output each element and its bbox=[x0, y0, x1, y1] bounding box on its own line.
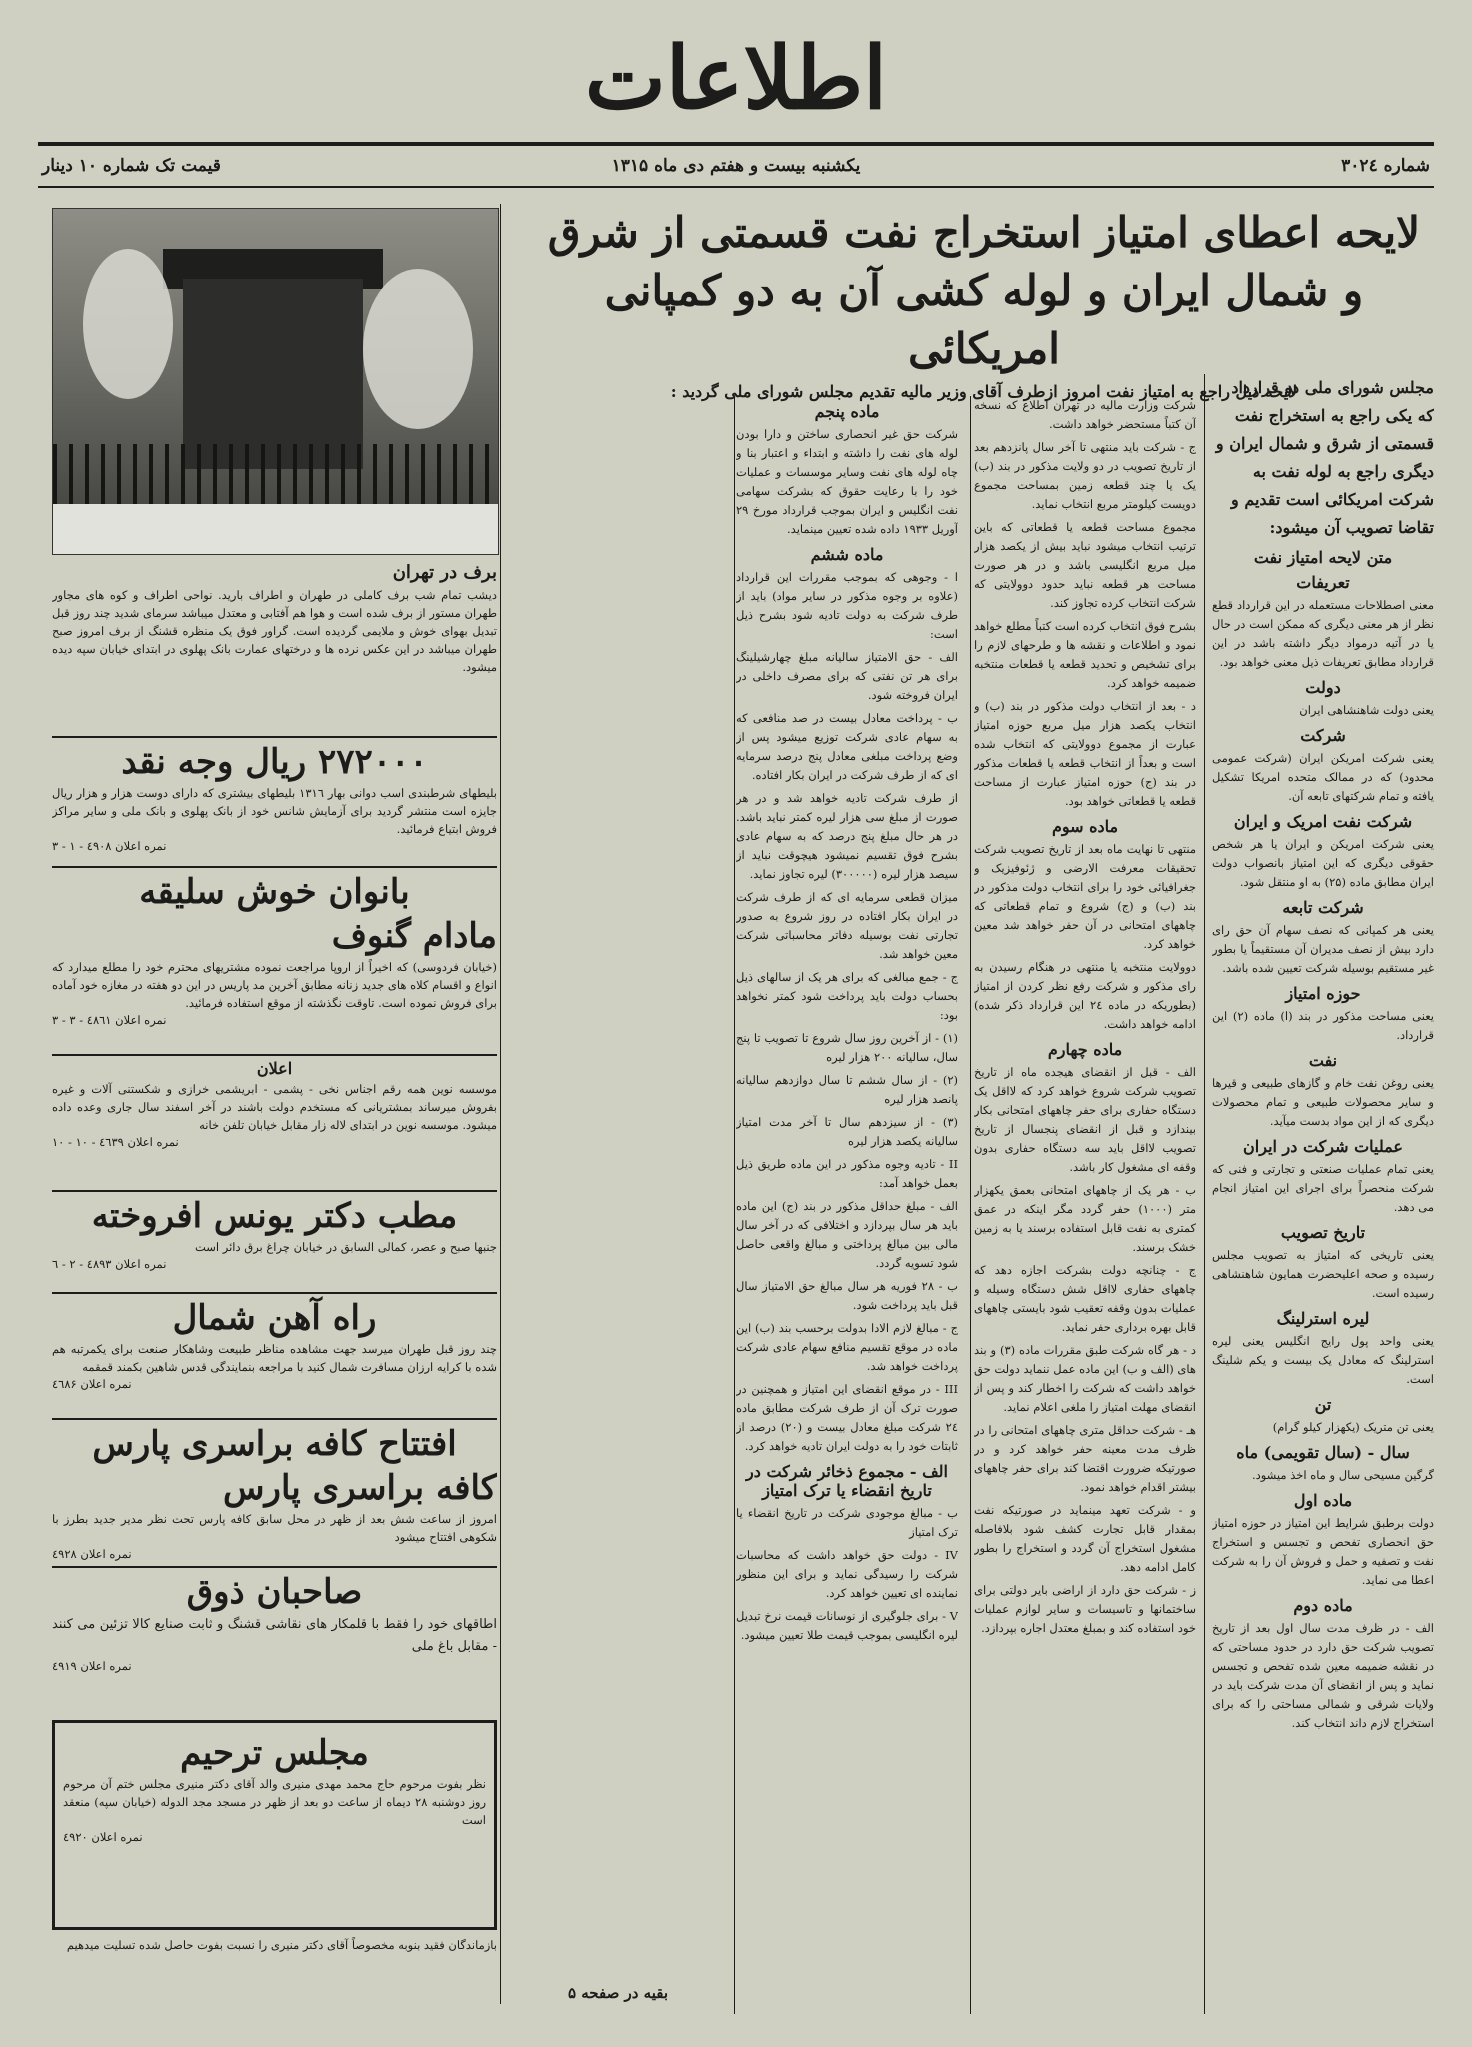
heading-article-6: ماده ششم bbox=[810, 545, 884, 564]
paragraph: مجموع مساحت قطعه یا قطعاتی که باین ترتیب انتخاب میشود نباید بیش از یکصد هزار میل مربع انگلیسی باشد و در هر صورت مساحت هر قطعه نباید حدود دوولایتی که شرکت انتخاب کرده تجاوز کند. bbox=[974, 520, 1196, 610]
intro-text: مجلس شورای ملی دو قرارداد که یکی راجع به استخراج نفت قسمتی از شرق و شمال ایران و دیگری راجع به لوله نفت به شرکت امریکائی است تقدیم و تقاضا تصویب آن میشود: bbox=[1215, 378, 1434, 537]
divider bbox=[52, 1566, 497, 1568]
ad-number: نمره اعلان ٤٩٠۸ - ۱ - ۳ bbox=[52, 839, 167, 853]
ad-notice-text: موسسه نوین همه رقم اجناس نخی - پشمی - ابریشمی خرازی و شکستنی آلات و غیره بفروش میرساند بمشتریانی که مستخدم دولت باشند در آخر اسفند سال جاری وعده داده میشود. موسسه نوین در ابتدای لاله زار مقابل خیابان تلفن خانه bbox=[52, 1082, 497, 1132]
heading: دولت bbox=[1305, 678, 1341, 697]
ad-railway-title: راه آهن شمال bbox=[172, 1298, 377, 1338]
paragraph: و - شرکت تعهد مینماید در صورتیکه نفت بمقدار قابل تجارت کشف شود بلافاصله مشغول استخراج آن گردد و استخراج را بطور کامل ادامه دهد. bbox=[974, 1503, 1196, 1574]
heading-article-4: ماده چهارم bbox=[1047, 1040, 1123, 1059]
ad-cafe-title: افتتاح کافه براسری پارس bbox=[92, 1424, 457, 1464]
photo-fence bbox=[53, 444, 498, 504]
column-divider bbox=[500, 204, 501, 2004]
divider bbox=[52, 736, 497, 738]
paragraph: د - بعد از انتخاب دولت مذکور در بند (ب) و انتخاب یکصد هزار میل مربع حوزه امتیاز عبارت از مجموع دوولایتی که انتخاب شده است و بعداً از انتخاب قطعه یا قطعات مذکور در بند (ج) حوزه امتیاز عبارت از مساحت قطعه یا قطعاتی خواهد بود. bbox=[974, 699, 1196, 808]
masthead-rule-top bbox=[38, 142, 1434, 146]
article-column-2 bbox=[974, 396, 1196, 2014]
paragraph: (۱) - از آخرین روز سال شروع تا تصویب تا پنج سال، سالیانه ۲۰۰ هزار لیره bbox=[736, 1031, 958, 1064]
ad-number: نمره اعلان ٤۸۹۳ - ۲ - ٦ bbox=[52, 1257, 167, 1271]
paragraph: ب - ۲۸ فوریه هر سال مبالغ حق الامتیاز سال قبل باید پرداخت شود. bbox=[736, 1279, 958, 1312]
paragraph: ا - وجوهی که بموجب مقررات این قرارداد (علاوه بر وجوه مذکور در سایر مواد) باید از طرف شرکت به دولت تادیه شود بشرح ذیل است: bbox=[736, 570, 958, 641]
paragraph: یعنی روغن نفت خام و گازهای طبیعی و قیرها و سایر محصولات طبیعی و تمام محصولات دیگری که از این مواد بدست میآید. bbox=[1212, 1076, 1434, 1128]
paragraph: ز - شرکت حق دارد از اراضی بایر دولتی برای ساختمانها و تاسیسات و سایر لوازم عملیات خود استفاده کند و بمبلغ معتدل اجاره بپردازد. bbox=[974, 1583, 1196, 1635]
paragraph: یعنی مساحت مذکور در بند (ا) ماده (۲) این قرارداد. bbox=[1212, 1009, 1434, 1042]
masthead-rule-bottom bbox=[38, 186, 1434, 188]
headline-line-2: و شمال ایران و لوله کشی آن به دو کمپانی امریکائی bbox=[604, 266, 1364, 373]
paragraph: ج - جمع مبالغی که برای هر یک از سالهای ذیل بحساب دولت باید پرداخت شود کمتر نخواهد بود: bbox=[736, 970, 958, 1022]
headline-subtitle: لایحه ذیل راجع به امتیاز نفت امروز ازطرف آقای وزیر مالیه تقدیم مجلس شورای ملی گردید : bbox=[670, 382, 1298, 401]
continued-on-page: بقیه در صفحه ۵ bbox=[567, 1984, 669, 2002]
ad-number: نمره اعلان ٤٦۳۹ - ۱۰ - ۱۰ bbox=[52, 1135, 179, 1149]
paragraph: معنی اصطلاحات مستعمله در این قرارداد قطع نظر از هر معنی دیگری که ممکن است در حال یا در آتیه درمواد دیگر داشته باشد در این قرارداد مطابق تعریفات ذیل معنی خواهد بود. bbox=[1212, 598, 1434, 669]
ad-railway bbox=[52, 1296, 497, 1416]
masthead bbox=[38, 24, 1434, 134]
paragraph: یعنی شرکت امریکن ایران (شرکت عمومی محدود) که در ممالک متحده امریکا تشکیل یافته و تمام شرکتهای تابعه آن. bbox=[1212, 751, 1434, 803]
heading: تن bbox=[1314, 1395, 1332, 1414]
heading: الف - مجموع ذخائر شرکت در تاریخ انقضاء یا ترک امتیاز bbox=[746, 1462, 948, 1500]
ad-number: نمره اعلان ٤۹۲۰ bbox=[63, 1830, 143, 1844]
paragraph: یعنی تاریخی که امتیاز به تصویب مجلس رسیده و صحه اعلیحضرت همایون شاهنشاهی رسیده است. bbox=[1212, 1248, 1434, 1300]
paragraph: ب - پرداخت معادل بیست در صد منافعی که به سهام عادی شرکت توزیع میشود پس از وضع پرداخت مبلغی معادل پنج درصد سرمایه ای که از طرف شرکت در ایران بکار افتاده. bbox=[736, 711, 958, 782]
paragraph: II - تادیه وجوه مذکور در این ماده طریق ذیل بعمل خواهد آمد: bbox=[736, 1157, 958, 1190]
snow-photo bbox=[52, 208, 499, 555]
heading-article-5: ماده پنجم bbox=[814, 402, 880, 421]
ad-doctor-text: جنبها صبح و عصر، کمالی السابق در خیابان چراغ برق دائر است bbox=[194, 1240, 497, 1254]
ad-milliner-text: (خیابان فردوسی) که اخیراً از اروپا مراجعت نموده مشتریهای محترم خود را مطلع میدارد که انواع و اقسام کلاه های جدید زنانه مطابق آخرین مد پاریس در این دو هفته در مغازه خود آماده برای فروش نموده است. تاوقت نگذشته از موقع استفاده فرمائید. bbox=[52, 960, 497, 1010]
ad-number: نمره اعلان ٤٦۸۶ bbox=[52, 1377, 132, 1391]
paragraph: الف - قبل از انقضای هیجده ماه از تاریخ تصویب شرکت شروع خواهد کرد که لااقل یک دستگاه حفاری برای حفر چاههای امتحانی بکار بیندازد و قبل از انقضای پنجسال از تاریخ تصویب لااقل باید سه دستگاه حفاری بدون وقفه ای مشغول کار باشد. bbox=[974, 1065, 1196, 1174]
ad-milliner-name: مادام گنوف bbox=[331, 916, 497, 956]
heading: لیره استرلینگ bbox=[1276, 1309, 1370, 1328]
paragraph: یعنی واحد پول رایج انگلیس یعنی لیره استرلینگ که معادل یک بیست و یکم شلینگ است. bbox=[1212, 1334, 1434, 1386]
heading: عملیات شرکت در ایران bbox=[1243, 1137, 1403, 1156]
column-divider bbox=[734, 396, 735, 2014]
ad-number: نمره اعلان ٤۹۱۹ bbox=[52, 1659, 132, 1673]
heading: حوزه امتیاز bbox=[1285, 984, 1361, 1003]
ad-milliner bbox=[52, 870, 497, 1050]
paragraph: هـ - شرکت حداقل متری چاههای امتحانی را در ظرف مدت معینه حفر خواهد کرد و در صورتیکه ضرورت اقتضا کند برای حفر چاههای بیشتر اقدام خواهد نمود. bbox=[974, 1423, 1196, 1494]
ad-number: نمره اعلان ٤۹۲۸ bbox=[52, 1547, 132, 1561]
heading: شرکت bbox=[1300, 726, 1346, 745]
dateline bbox=[38, 154, 1434, 184]
issue-price: قیمت تک شماره ۱۰ دینار bbox=[42, 156, 221, 176]
ad-doctor-title: مطب دکتر یونس افروخته bbox=[91, 1196, 458, 1236]
column-divider bbox=[970, 396, 971, 2014]
headline-line-1: لایحه اعطای امتیاز استخراج نفت قسمتی از شرق bbox=[547, 208, 1421, 257]
paragraph: ج - چنانچه دولت بشرکت اجازه دهد که چاههای حفاری لااقل شش دستگاه وسیله و عملیات بدون وقفه تعقیب شود بایستی چاههای قابل بهره برداری حفر نماید. bbox=[974, 1263, 1196, 1334]
paragraph: از طرف شرکت تادیه خواهد شد و در هر صورت از مبلغ سی هزار لیره کمتر نباید باشد. در هر حال مبلغ پنج درصد که به سهام عادی بشرح فوق تقسیم نمیشود هیچوقت نباید از سیصد هزار لیره (۳۰۰۰۰۰) لیره تجاوز نماید. bbox=[736, 791, 958, 881]
ad-lottery bbox=[52, 740, 497, 864]
memorial-notice bbox=[52, 1720, 497, 1930]
paragraph: دوولایت منتخبه یا منتهی در هنگام رسیدن به رای مذکور و شرکت رفع نظر کردن از امتیاز (بطوریکه در ماده ۲٤ این قرارداد ذکر شده) ادامه خواهد داشت. bbox=[974, 960, 1196, 1031]
heading-article-2: ماده دوم bbox=[1293, 1596, 1353, 1615]
divider bbox=[52, 866, 497, 868]
memorial-text: نظر بفوت مرحوم حاج محمد مهدی منیری والد آقای دکتر منیری مجلس ختم آن مرحوم روز دوشنبه ۲۸ دیماه از ساعت دو بعد از ظهر در مسجد مجد الدوله (خیابان سپه) منعقد است bbox=[63, 1777, 486, 1827]
snow-story-text: دیشب تمام شب برف کاملی در طهران و اطراف بارید. نواحی اطراف و کوه های مجاور طهران مستور از برف شده است و هوا هم آفتابی و معتدل میباشد سرمای شدید چند روز قبل تبدیل بهوای خوش و ملایمی گردیده است. گراور فوق یک منظره قشنگ از برف امروز صبح طهران میباشد در این عکس نرده ها و درختهای عمارت بانک پهلوی در ابتدای خیابان سپه دیده میشود. bbox=[52, 588, 497, 674]
divider bbox=[52, 1292, 497, 1294]
heading: تاریخ تصویب bbox=[1280, 1223, 1366, 1242]
ad-lottery-text: بلیطهای شرطبندی اسب دوانی بهار ۱۳۱٦ بلیطهای بیشتری که دارای دوست هزار و هزار ریال جایزه است منتشر گردید برای آزمایش شانس خود از بانک پهلوی و بانک ملی و سایر مراکز فروش ابتیاع فرمائید. bbox=[52, 786, 497, 836]
photo-tree bbox=[363, 269, 473, 429]
paragraph: (۲) - از سال ششم تا سال دوازدهم سالیانه پانصد هزار لیره bbox=[736, 1073, 958, 1106]
ad-cafe bbox=[52, 1422, 497, 1564]
paragraph: الف - حق الامتیاز سالیانه مبلغ چهارشیلینگ برای هر تن نفتی که برای مصرف داخلی در ایران فروخته شود. bbox=[736, 650, 958, 702]
ad-art-title: صاحبان ذوق bbox=[186, 1572, 363, 1612]
heading: نفت bbox=[1308, 1051, 1338, 1070]
ad-milliner-title: بانوان خوش سلیقه bbox=[139, 872, 410, 912]
intro-title: متن لایحه امتیاز نفت bbox=[1253, 548, 1393, 567]
photo-snow bbox=[53, 504, 498, 554]
paragraph: ب - هر یک از چاههای امتحانی بعمق یکهزار متر (۱۰۰۰) حفر گردد مگر اینکه در عمق کمتری به نفت قابل استفاده برسند یا به زمین خشک برسند. bbox=[974, 1183, 1196, 1254]
paragraph: گرگین مسیحی سال و ماه اخذ میشود. bbox=[1251, 1468, 1434, 1482]
issue-number: شماره ۳۰۲٤ bbox=[1341, 156, 1430, 176]
photo-building bbox=[183, 279, 363, 469]
paragraph: ج - شرکت باید منتهی تا آخر سال پانزدهم بعد از تاریخ تصویب در دو ولایت مذکور در بند (ب) یک یا چند قطعه زمین بمساحت مجموع دویست کیلومتر مربع انتخاب نماید. bbox=[974, 440, 1196, 511]
memorial-thanks bbox=[52, 1936, 497, 1986]
paragraph: V - برای جلوگیری از نوسانات قیمت نرخ تبدیل لیره انگلیسی بموجب قیمت طلا تعیین میشود. bbox=[736, 1609, 958, 1642]
paragraph: (۳) - از سیزدهم سال تا آخر مدت امتیاز سالیانه یکصد هزار لیره bbox=[736, 1115, 958, 1148]
paragraph: الف - در ظرف مدت سال اول بعد از تاریخ تصویب شرکت حق دارد در حدود مساحتی که در نقشه ضمیمه معین شده تفحص و تجسس نماید و پس از انقضای آن مدت شرکت باید در ولایات شرقی و شمالی مساحتی را که برای استخراج لازم داند انتخاب کند. bbox=[1212, 1621, 1434, 1730]
ad-railway-text: چند روز قبل طهران میرسد جهت مشاهده مناظر طبیعت وشاهکار صنعت برای یکمرتبه هم شده با کرایه ارزان مسافرت شمال کنید با مراجعه بنمایندگی قدس شاهین بکمند قمقمه bbox=[52, 1342, 497, 1374]
paragraph: شرکت حق غیر انحصاری ساختن و دارا بودن لوله های نفت را داشته و ابتداء و اعتبار بنا و چاه لوله های نفت وسایر موسسات و عملیات خود را با رعایت حقوق که بشرکت سهامی نفت انگلیس و ایران بموجب قرارداد مورخ ۲۹ آوریل ۱۹۳۳ داده شده تعیین مینماید. bbox=[736, 427, 958, 536]
article-column-1 bbox=[1212, 374, 1434, 2014]
paragraph: IV - دولت حق خواهد داشت که محاسبات شرکت را رسیدگی نماید و برای این منظور نماینده ای تعیین خواهد کرد. bbox=[736, 1548, 958, 1600]
paragraph: ب - مبالغ موجودی شرکت در تاریخ انقضاء یا ترک امتیاز bbox=[736, 1506, 958, 1539]
heading: سال - (سال تقویمی) ماه bbox=[1236, 1443, 1410, 1462]
ad-cafe-text: امروز از ساعت شش بعد از ظهر در محل سابق کافه پارس تحت نظر مدیر جدید بطرز با شکوهی افتتاح میشود bbox=[52, 1512, 497, 1544]
paragraph: ج - مبالغ لازم الادا بدولت برحسب بند (ب) این ماده در موقع تقسیم منافع سهام عادی شرکت پرداخت خواهد شد. bbox=[736, 1321, 958, 1373]
divider bbox=[52, 1054, 497, 1056]
photo-caption: برف در تهران bbox=[392, 562, 497, 583]
memorial-title: مجلس ترحیم bbox=[180, 1733, 369, 1773]
paragraph: منتهی تا نهایت ماه بعد از تاریخ تصویب شرکت تحقیقات معرفت الارضی و ژئوفیزیک و جغرافیائی خود را برای انتخاب دولت مذکور در بند (ب) و (ج) شروع و تمام قطعاتی که چاههای امتحانی در آن حفر خواهد شد معین خواهد کرد. bbox=[974, 842, 1196, 951]
heading: شرکت تابعه bbox=[1282, 898, 1364, 917]
newspaper-page bbox=[38, 24, 1434, 2024]
paragraph: یعنی تن متریک (یکهزار کیلو گرام) bbox=[1272, 1420, 1434, 1434]
heading-definitions: تعریفات bbox=[1296, 573, 1350, 592]
heading-article-3: ماده سوم bbox=[1051, 817, 1119, 836]
heading: شرکت نفت امریک و ایران bbox=[1233, 812, 1413, 831]
issue-date: یکشنبه بیست و هفتم دی ماه ۱۳۱۵ bbox=[611, 156, 861, 176]
paragraph: یعنی تمام عملیات صنعتی و تجارتی و فنی که شرکت منحصراً برای اجرای این امتیاز انجام می دهد. bbox=[1212, 1162, 1434, 1214]
ad-notice bbox=[52, 1058, 497, 1188]
paragraph: شرکت وزارت مالیه در تهران اطلاع که نسخه آن کتباً مستحضر خواهد داشت. bbox=[974, 398, 1196, 431]
paragraph: الف - مبلغ حداقل مذکور در بند (ج) این ماده باید هر سال بپردازد و اختلافی که در آخر سال مالی بین مبالغ پرداختی و مبالغ واقعی حاصل شود تسویه گردد. bbox=[736, 1199, 958, 1270]
ad-art-text: اطاقهای خود را فقط با قلمکار های نقاشی قشنگ و ثابت صنایع کالا تزئین می کنند - مقابل باغ ملی bbox=[52, 1617, 497, 1654]
snow-story bbox=[52, 560, 497, 730]
newspaper-title: اطلاعات bbox=[584, 28, 888, 129]
ad-art bbox=[52, 1570, 497, 1698]
main-headline bbox=[534, 204, 1434, 401]
ad-lottery-title: ۲۷۲۰۰۰ ریال وجه نقد bbox=[121, 742, 428, 782]
heading-article-1: ماده اول bbox=[1293, 1491, 1353, 1510]
paragraph: د - هر گاه شرکت طبق مقررات ماده (۳) و بند های (الف و ب) این ماده عمل ننماید دولت حق خواهد داشت که شرکت را اخطار کند و پس از انقضای مهلت امتیاز را ملغی اعلام نماید. bbox=[974, 1343, 1196, 1414]
article-column-3 bbox=[736, 396, 958, 2014]
ad-notice-title: اعلان bbox=[256, 1059, 293, 1078]
paragraph: میزان قطعی سرمایه ای که از طرف شرکت در ایران بکار افتاده در روز شروع به صدور تجارتی نفت بوسیله دفاتر محاسباتی شرکت معین خواهد شد. bbox=[736, 890, 958, 961]
memorial-thanks-text: بازماندگان فقید بنوبه مخصوصاً آقای دکتر منیری را نسبت بفوت حاصل شده تسلیت میدهیم bbox=[66, 1938, 497, 1952]
ad-number: نمره اعلان ٤۸٦۱ - ۳ - ۳ bbox=[52, 1013, 167, 1027]
ad-doctor bbox=[52, 1194, 497, 1290]
column-divider bbox=[1204, 374, 1205, 2014]
paragraph: یعنی دولت شاهنشاهی ایران bbox=[1299, 703, 1434, 717]
photo-tree bbox=[83, 249, 173, 399]
paragraph: یعنی هر کمپانی که نصف سهام آن حق رای دارد بیش از نصف مدیران آن مستقیماً یا بطور غیر مستقیم بوسیله شرکت تعیین شده باشد. bbox=[1212, 923, 1434, 975]
paragraph: III - در موقع انقضای این امتیاز و همچنین در صورت ترک آن از طرف شرکت مطابق ماده ۲٤ شرکت مبلغ معادل بیست و (۲۰) درصد از ثابتات خود را به دولت ایران تادیه خواهد کرد. bbox=[736, 1382, 958, 1453]
divider bbox=[52, 1190, 497, 1192]
divider bbox=[52, 1418, 497, 1420]
paragraph: دولت برطبق شرایط این امتیاز در حوزه امتیاز حق انحصاری تفحص و تجسس و استخراج نفت و تصفیه و حمل و فروش آن را به شرکت اعطا می نماید. bbox=[1212, 1516, 1434, 1587]
ad-cafe-name: کافه براسری پارس bbox=[223, 1468, 497, 1508]
paragraph: یعنی شرکت امریکن و ایران یا هر شخص حقوقی دیگری که این امتیاز بانصواب دولت ایران مطابق ماده (۲۵) به او منتقل شود. bbox=[1212, 837, 1434, 889]
paragraph: بشرح فوق انتخاب کرده است کتباً مطلع خواهد نمود و اطلاعات و نقشه ها و طرحهای لازم را برای تشخیص و تحدید قطعه یا قطعات منتخبه ضمیمه خواهد کرد. bbox=[974, 619, 1196, 690]
